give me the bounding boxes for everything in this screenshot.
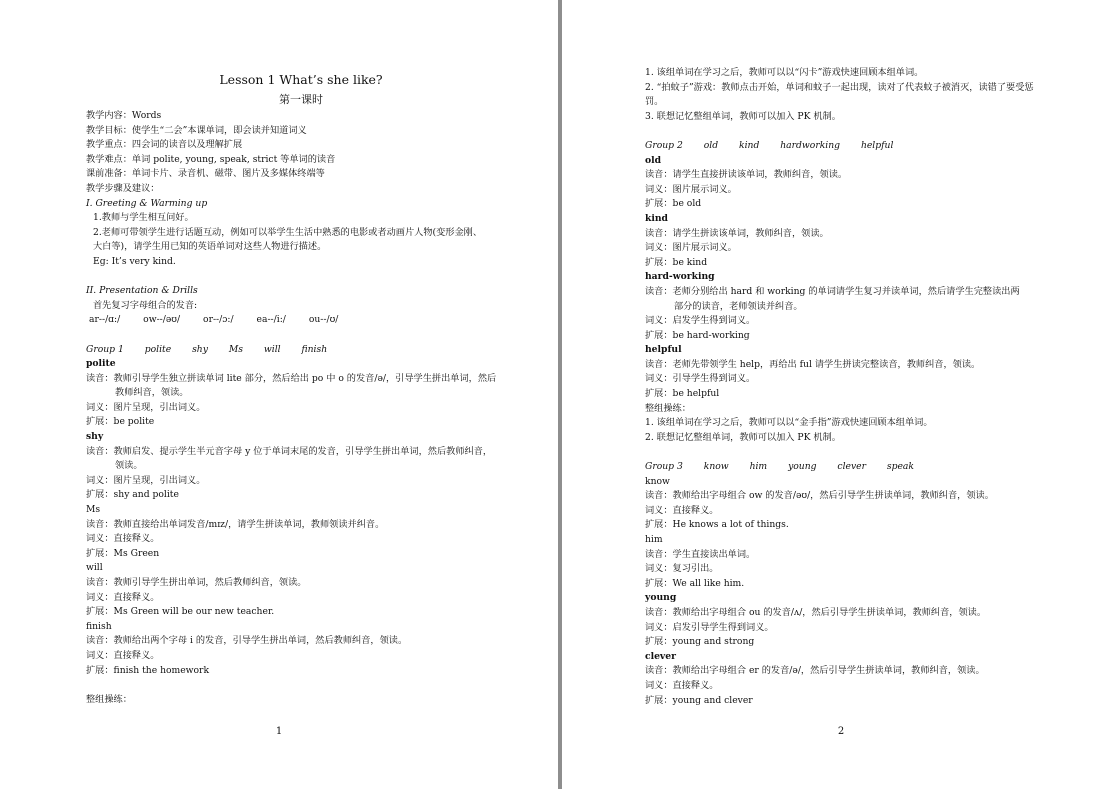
lesson-title: Lesson 1 What’s she like? — [219, 72, 383, 87]
phonics-item: or--/ɔ:/ — [203, 314, 234, 326]
group-word: will — [263, 343, 281, 355]
text-line: 词义：引导学生得到词义。 — [645, 373, 756, 385]
text-line: him — [645, 534, 663, 545]
text-line: 读音：教师给出字母组合 ou 的发音/ʌ/，然后引导学生拼读单词，教师纠音，领读。 — [645, 606, 987, 618]
text-line: 领读。 — [115, 460, 143, 472]
text-line: 罚。 — [645, 96, 664, 108]
intro-line: 教学难点：单词 polite, young, speak, strict 等单词的读音 — [86, 153, 336, 165]
vocab-word: helpful — [645, 344, 682, 356]
vocab-word: young — [645, 592, 677, 604]
text-line: 词义：直接释义。 — [86, 649, 160, 661]
text-line: 词义：图片呈现，引出词义。 — [86, 474, 206, 486]
group-word: young — [788, 461, 817, 473]
text-line: 扩展：We all like him. — [645, 577, 745, 589]
phonics-item: ow--/əʊ/ — [143, 314, 181, 326]
vocab-word: hard-working — [645, 271, 715, 283]
text-line: 词义：直接释义。 — [645, 679, 719, 691]
text-line: 扩展：be kind — [645, 256, 708, 268]
text-line: 扩展：be hard-working — [645, 329, 750, 341]
intro-line: 教学重点：四会词的读音以及理解扩展 — [86, 139, 243, 151]
text-line: 读音：请学生拼读该单词，教师纠音，领读。 — [645, 227, 829, 239]
group-word: old — [703, 139, 719, 151]
vocab-word: kind — [645, 212, 668, 224]
group-word: shy — [192, 343, 208, 355]
page-number: 2 — [837, 726, 845, 737]
group-1-body — [86, 357, 558, 678]
intro-line: 课前准备：单词卡片、录音机、磁带、图片及多媒体终端等 — [86, 168, 325, 180]
phonics-row — [86, 313, 558, 328]
text-line: will — [86, 562, 103, 574]
intro-block — [86, 109, 558, 197]
section-heading: I. Greeting & Warming up — [86, 197, 208, 209]
page-number: 1 — [275, 726, 283, 737]
text-line: 扩展：Ms Green will be our new teacher. — [86, 606, 275, 618]
group-word: finish — [301, 343, 328, 355]
group-word: Ms — [228, 343, 243, 355]
group-word: hardworking — [780, 139, 841, 151]
group-3-body — [645, 475, 1120, 709]
example-line: Eg: It’s very kind. — [93, 255, 176, 267]
text-line: 扩展：be polite — [86, 416, 155, 428]
text-line: 词义：直接释义。 — [86, 591, 160, 603]
section-line: 1.教师与学生相互问好。 — [93, 212, 194, 224]
group-1-header — [86, 343, 558, 358]
vocab-word: shy — [86, 431, 104, 443]
text-line: 2. “拍蚊子”游戏：教师点击开始，单词和蚊子一起出现，读对了代表蚊子被消灭，读错了要受惩 — [645, 81, 1034, 93]
text-line: 读音：老师先带领学生 help，再给出 ful 请学生拼读完整读音，教师纠音，领读。 — [645, 358, 981, 370]
text-line: 扩展：be old — [645, 198, 702, 210]
text-line: 读音：教师引导学生独立拼读单词 lite 部分，然后给出 po 中 o 的发音/ə/，引导学生拼出单词，然后 — [86, 372, 497, 384]
document-page-1 — [0, 0, 558, 789]
text-line: 1. 该组单词在学习之后，教师可以以“闪卡”游戏快速回顾本组单词。 — [645, 67, 924, 78]
text-line: 部分的读音，老师领读并纠音。 — [674, 300, 803, 312]
intro-line: 教学步骤及建议： — [86, 182, 160, 194]
section-line: 首先复习字母组合的发音: — [93, 299, 198, 311]
text-line: 教师纠音，领读。 — [115, 387, 189, 399]
group-word: speak — [886, 461, 914, 473]
text-line: 扩展：finish the homework — [86, 664, 210, 676]
group-3-header — [645, 460, 1120, 475]
phonics-item: ar--/ɑ:/ — [89, 314, 121, 326]
section-heading: II. Presentation & Drills — [86, 285, 198, 297]
text-line: 读音：教师引导学生拼出单词，然后教师纠音，领读。 — [86, 577, 307, 588]
section-line: 2.老师可带领学生进行话题互动，例如可以举学生生活中熟悉的电影或者动画片人物(变形金刚、 — [93, 226, 483, 238]
document-page-2 — [562, 0, 1120, 789]
phonics-item: ea--/i:/ — [256, 314, 286, 326]
group-label: Group 2 — [645, 139, 683, 151]
text-line: 读音：教师给出字母组合 ow 的发音/əʊ/，然后引导学生拼读单词，教师纠音，领读。 — [645, 490, 994, 502]
group-word: know — [703, 461, 729, 473]
text-line: 扩展：He knows a lot of things. — [645, 519, 789, 531]
group-word: kind — [739, 139, 760, 151]
intro-line: 教学目标：使学生“二会”本课单词，即会读并知道词义 — [86, 124, 307, 136]
text-line: 读音：教师直接给出单词发音/mɪz/，请学生拼读单词，教师领读并纠音。 — [86, 518, 385, 530]
group-word: polite — [144, 343, 172, 355]
text-line: 词义：复习引出。 — [645, 563, 719, 575]
group-2-body — [645, 154, 1120, 446]
text-line: 词义：启发学生得到词义。 — [645, 315, 756, 327]
group-label: Group 1 — [86, 343, 124, 355]
text-line: 词义：直接释义。 — [86, 533, 160, 545]
lesson-subtitle: 第一课时 — [279, 93, 323, 106]
vocab-word: polite — [86, 358, 116, 370]
text-line: 扩展：young and strong — [645, 636, 755, 648]
text-line: 整组操练： — [645, 402, 691, 414]
phonics-item: ou--/ʊ/ — [308, 314, 339, 326]
vocab-word: old — [645, 154, 662, 166]
text-line: know — [645, 475, 670, 487]
text-line: 读音：教师给出两个字母 i 的发音，引导学生拼出单词，然后教师纠音，领读。 — [86, 635, 408, 647]
text-line: 读音：请学生直接拼读该单词，教师纠音，领读。 — [645, 169, 848, 181]
vocab-word: clever — [645, 650, 676, 662]
intro-line: 教学内容：Words — [86, 110, 162, 121]
group-word: helpful — [860, 139, 894, 151]
section-line: 大白等)，请学生用已知的英语单词对这些人物进行描述。 — [93, 241, 327, 253]
text-line: 扩展：be helpful — [645, 388, 720, 400]
text-line: 词义：直接释义。 — [645, 504, 719, 516]
text-line: 3. 联想记忆整组单词，教师可以加入 PK 机制。 — [645, 110, 841, 122]
text-line: 词义：启发引导学生得到词义。 — [645, 621, 774, 633]
text-line: 读音：老师分别给出 hard 和 working 的单词请学生复习并读单词，然后请学生完整读出两 — [645, 285, 1020, 297]
text-line: 词义：图片展示词义。 — [645, 242, 737, 254]
page2-top-lines — [645, 66, 1120, 124]
section-presentation — [86, 284, 558, 328]
section-greeting — [86, 197, 558, 270]
text-line: 2. 联想记忆整组单词，教师可以加入 PK 机制。 — [645, 431, 841, 443]
group-word: clever — [837, 461, 866, 473]
text-line: 读音：学生直接读出单词。 — [645, 548, 756, 560]
text-line: Ms — [86, 504, 101, 516]
text-line: 扩展：young and clever — [645, 694, 753, 706]
text-line: 1. 该组单词在学习之后，教师可以以“金手指”游戏快速回顾本组单词。 — [645, 417, 933, 429]
text-line: 读音：教师启发、提示学生半元音字母 y 位于单词末尾的发音，引导学生拼出单词，然后教师纠音， — [86, 445, 493, 457]
group-word: him — [749, 461, 768, 473]
text-line: 词义：图片展示词义。 — [645, 183, 737, 195]
group-label: Group 3 — [645, 461, 683, 473]
group-drill-label: 整组操练： — [86, 693, 132, 705]
text-line: 读音：教师给出字母组合 er 的发音/ə/，然后引导学生拼读单词，教师纠音，领读。 — [645, 665, 985, 677]
text-line: 词义：图片呈现，引出词义。 — [86, 401, 206, 413]
group-2-header — [645, 139, 1120, 154]
text-line: 扩展：Ms Green — [86, 547, 160, 559]
text-line: finish — [86, 620, 112, 632]
text-line: 扩展：shy and polite — [86, 489, 179, 501]
